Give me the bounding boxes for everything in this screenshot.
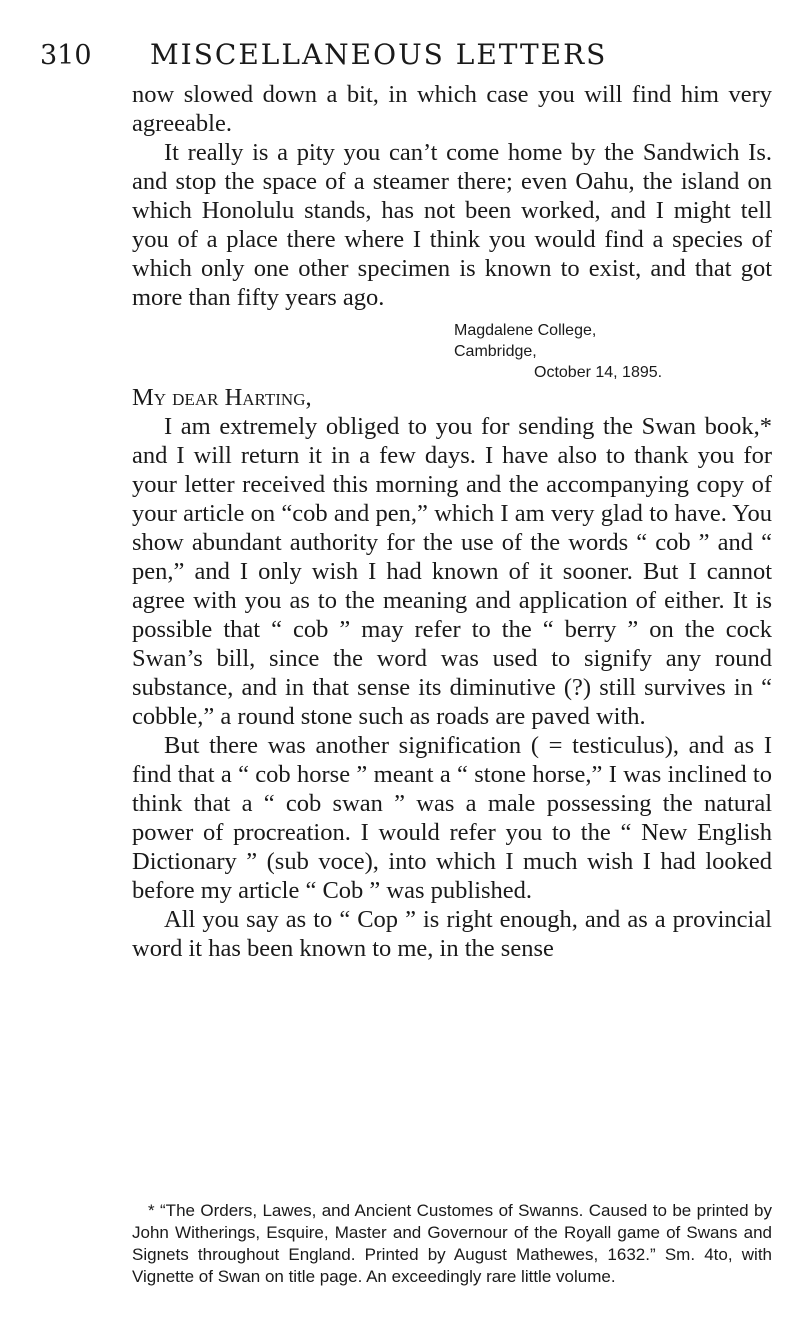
paragraph-4: But there was another signification ( = testiculus), and as I find that a “ cob horse ” meant a “ stone horse,” I was inclined to think that a “ cob swan ” was a male possessing the natural power of procreation. I would refer you to the “ New English Dictionary ” (sub voce), into which I much wish I had looked before my article “ Cob ” was published. bbox=[132, 732, 772, 904]
address-line-1: Magdalene College, bbox=[454, 322, 597, 339]
letter-date: October 14, 1895. bbox=[534, 364, 663, 381]
letter-address bbox=[454, 320, 772, 383]
main-text bbox=[132, 80, 772, 963]
address-line-2: Cambridge, bbox=[454, 343, 537, 360]
salutation: My dear Harting, bbox=[132, 384, 312, 411]
paragraph-2: It really is a pity you can’t come home by the Sandwich Is. and stop the space of a steamer there; even Oahu, the island on which Honolulu stands, has not been worked, and I might tell you of a place there where I think you would find a species of which only one other specimen is known to exist, and that got more than fifty years ago. bbox=[132, 139, 772, 311]
footnote: * “The Orders, Lawes, and Ancient Customes of Swanns. Caused to be printed by John Witherings, Esquire, Master and Governour of the Royall game of Swans and Signets throughout England. Printed by August Mathewes, 1632.” Sm. 4to, with Vignette of Swan on title page. An exceedingly rare little volume. bbox=[132, 1201, 772, 1286]
paragraph-5: All you say as to “ Cop ” is right enough, and as a provincial word it has been known to me, in the sense bbox=[132, 906, 772, 962]
page-number: 310 bbox=[40, 40, 92, 71]
paragraph-3: I am extremely obliged to you for sending the Swan book,* and I will return it in a few days. I have also to thank you for your letter received this morning and the accompanying copy of your article on “cob and pen,” which I am very glad to have. You show abundant authority for the use of the words “ cob ” and “ pen,” and I only wish I had known of it sooner. But I cannot agree with you as to the meaning and application of either. It is possible that “ cob ” may refer to the “ berry ” on the cock Swan’s bill, since the word was used to signify any round substance, and in that sense its diminutive (?) still survives in “ cobble,” a round stone such as roads are paved with. bbox=[132, 413, 772, 730]
paragraph-1: now slowed down a bit, in which case you will find him very agreeable. bbox=[132, 81, 772, 137]
running-title: MISCELLANEOUS LETTERS bbox=[150, 38, 608, 71]
